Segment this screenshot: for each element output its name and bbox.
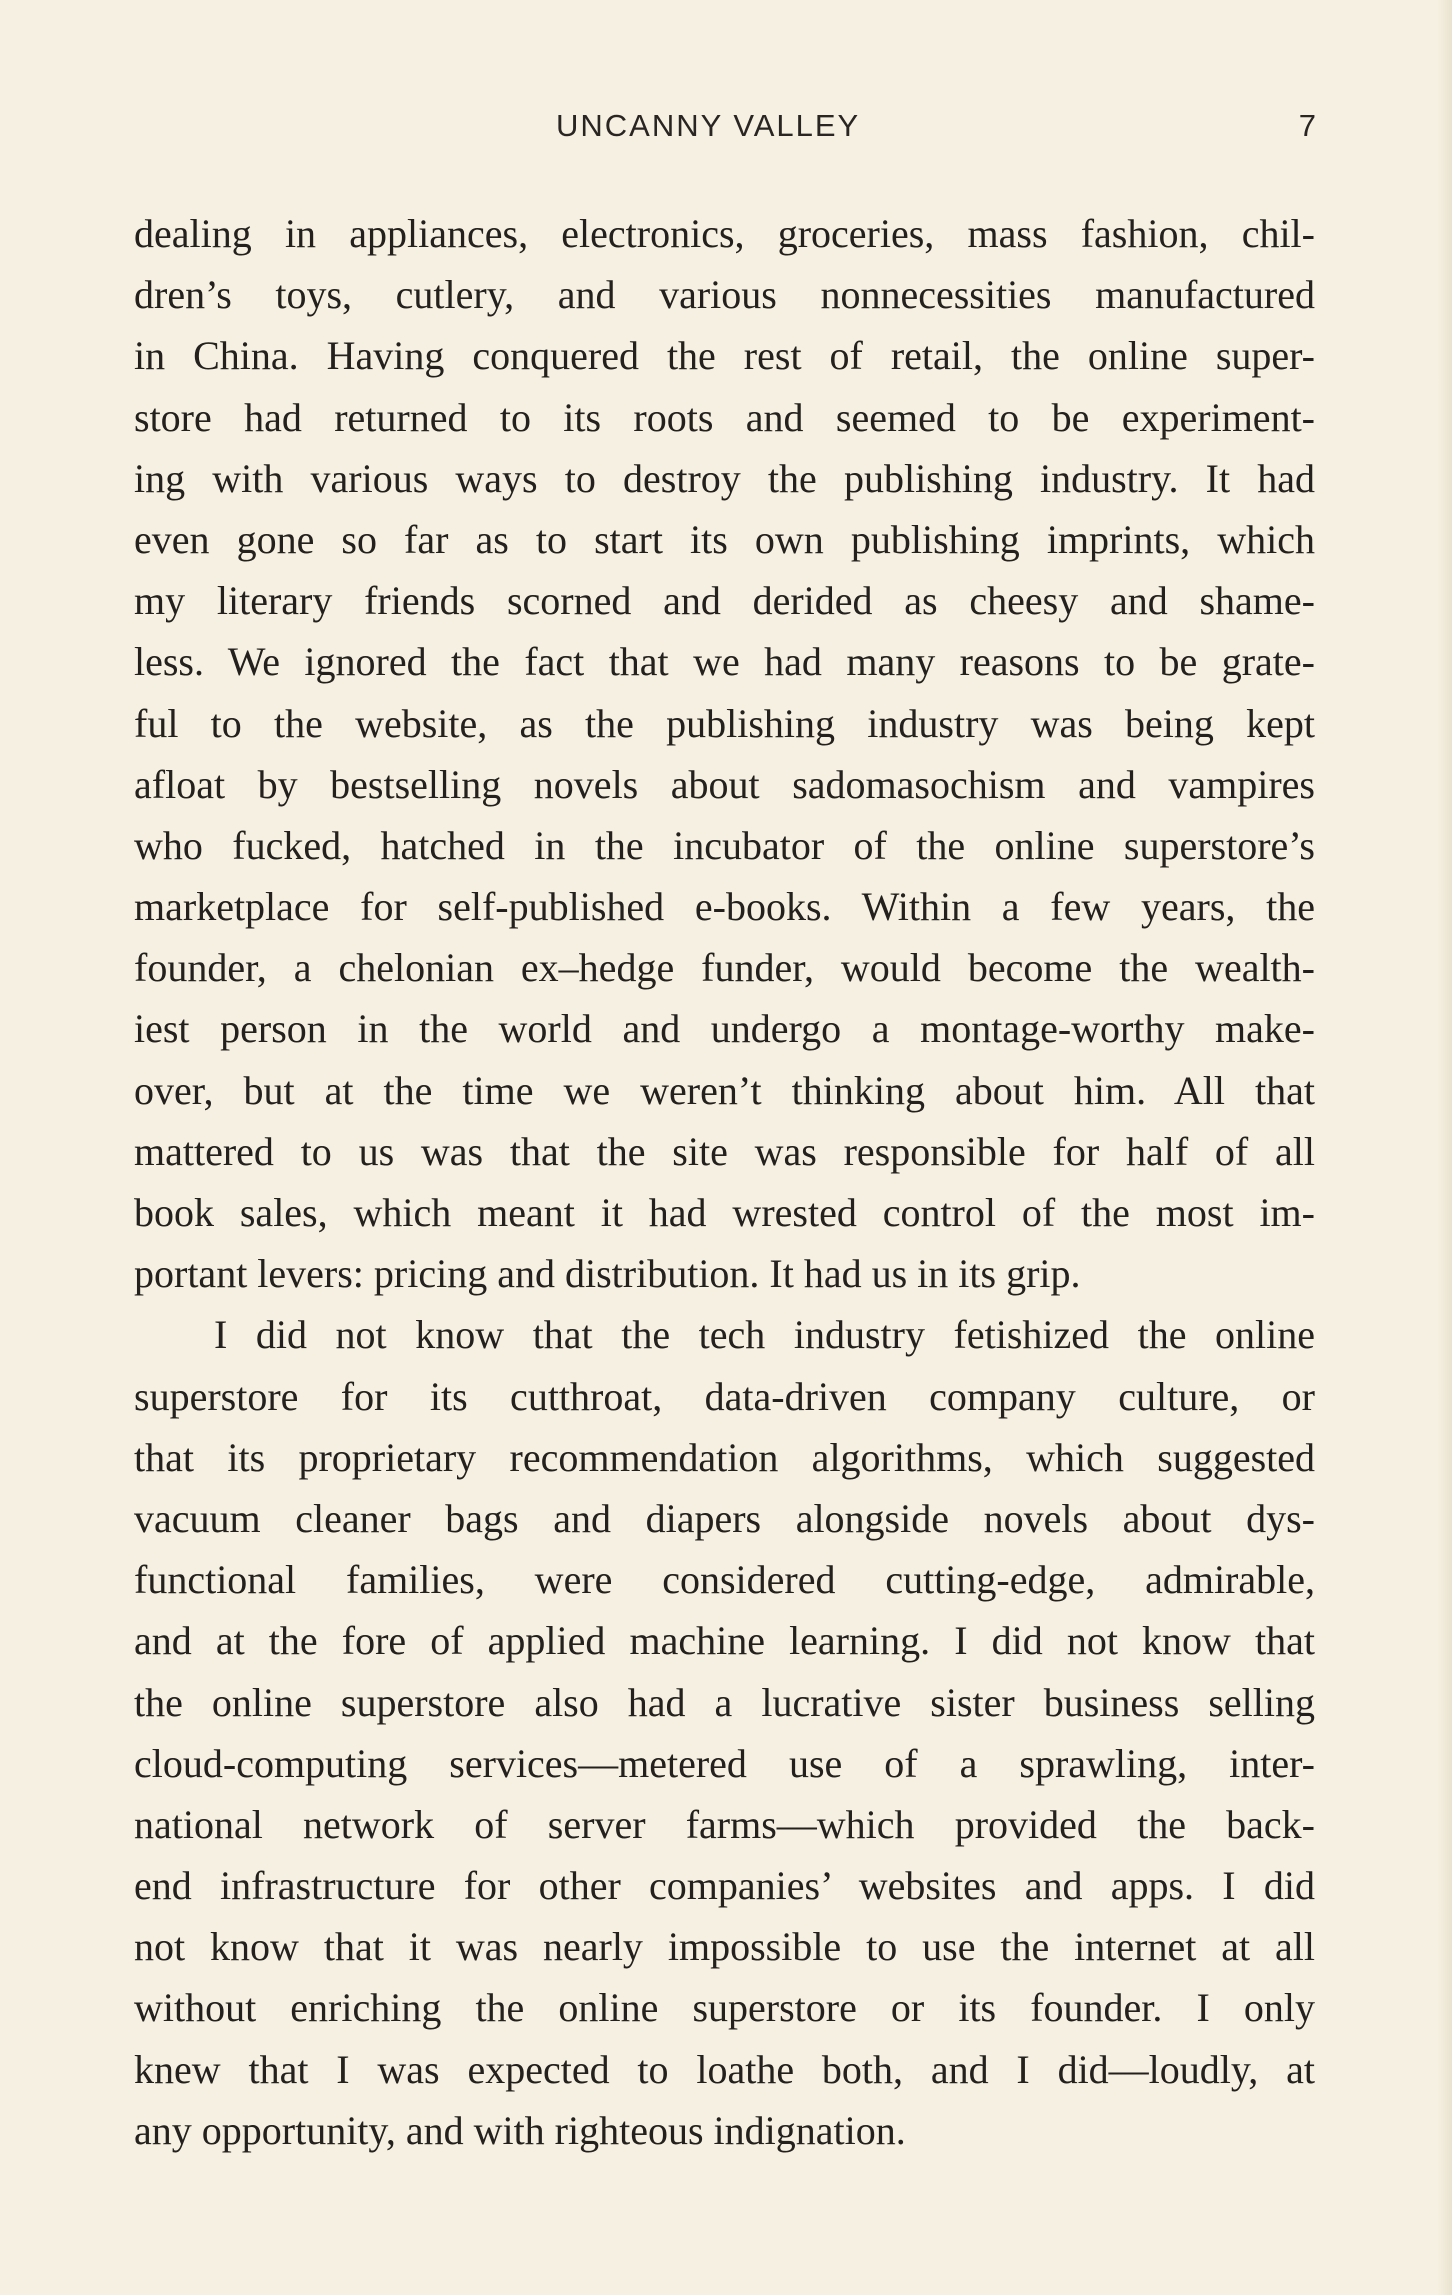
text-line: vacuum cleaner bags and diapers alongside novels about dys- [134,1495,1315,1541]
text-line: ing with various ways to destroy the publishing industry. It had [134,455,1315,501]
text-line: national network of server farms—which provided the back- [134,1801,1315,1847]
text-line: not know that it was nearly impossible to use the internet at all [134,1924,1315,1970]
text-line: my literary friends scorned and derided as cheesy and shame- [134,578,1315,624]
body-text [134,203,1315,2161]
text-line: marketplace for self-published e-books. Within a few years, the [134,884,1315,930]
text-line: over, but at the time we weren’t thinking about him. All that [134,1067,1315,1113]
text-line: the online superstore also had a lucrative sister business selling [134,1679,1315,1725]
text-line: store had returned to its roots and seemed to be experiment- [134,394,1315,440]
text-line: founder, a chelonian ex–hedge funder, would become the wealth- [134,945,1315,991]
text-line: and at the fore of applied machine learning. I did not know that [134,1618,1315,1664]
text-line: ful to the website, as the publishing industry was being kept [134,700,1315,746]
running-header [0,108,1452,148]
text-line: in China. Having conquered the rest of retail, the online super- [134,333,1315,379]
text-line: superstore for its cutthroat, data-driven company culture, or [134,1373,1315,1419]
text-line: without enriching the online superstore or its founder. I only [134,1985,1315,2031]
page-number: 7 [1298,108,1316,143]
text-line: that its proprietary recommendation algorithms, which suggested [134,1434,1315,1480]
text-line: mattered to us was that the site was responsible for half of all [134,1128,1315,1174]
text-line: who fucked, hatched in the incubator of the online superstore’s [134,822,1315,868]
text-line: afloat by bestselling novels about sadomasochism and vampires [134,761,1315,807]
paragraph-1 [134,203,1315,1304]
text-line: dealing in appliances, electronics, groceries, mass fashion, chil- [134,211,1315,256]
paragraph-2 [134,1304,1315,2161]
text-line: knew that I was expected to loathe both, and I did—loudly, at [134,2046,1315,2092]
text-line: end infrastructure for other companies’ websites and apps. I did [134,1863,1315,1909]
text-line: less. We ignored the fact that we had many reasons to be grate- [134,639,1315,685]
text-line: iest person in the world and undergo a montage-worthy make- [134,1006,1315,1052]
text-line: cloud-computing services—metered use of a sprawling, inter- [134,1740,1315,1786]
text-line: dren’s toys, cutlery, and various nonnecessities manufactured [134,272,1315,318]
page-edge-shadow [1438,0,1452,2295]
text-line: I did not know that the tech industry fetishized the online [214,1312,1315,1358]
text-line: portant levers: pricing and distribution. It had us in its grip. [134,1251,1081,1297]
text-line: even gone so far as to start its own publishing imprints, which [134,516,1315,562]
text-line: functional families, were considered cutting-edge, admirable, [134,1557,1315,1603]
text-line: any opportunity, and with righteous indignation. [134,2107,906,2153]
running-title: UNCANNY VALLEY [556,108,861,143]
text-line: book sales, which meant it had wrested control of the most im- [134,1190,1315,1235]
